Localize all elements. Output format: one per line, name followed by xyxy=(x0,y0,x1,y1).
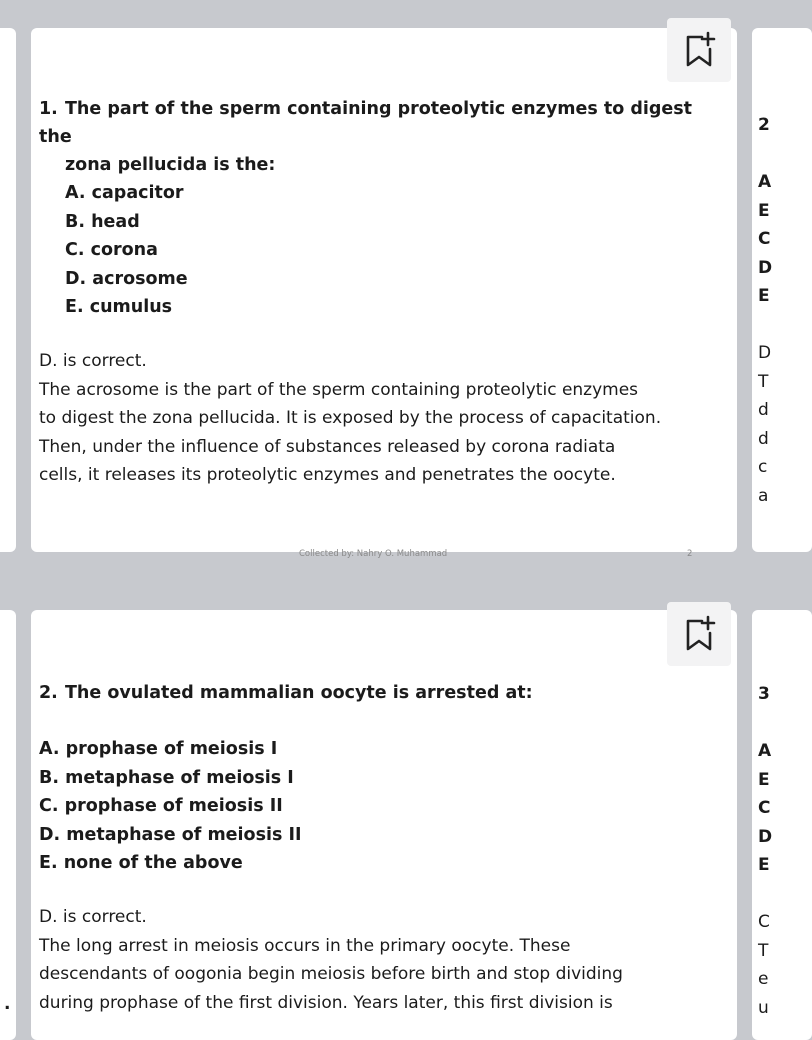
option-e[interactable]: E. none of the above xyxy=(39,853,243,873)
next-card-edge-text: 3 A E C D E C T e u xyxy=(758,684,773,1018)
next-card-edge-text: 2 A E C D E D T d d c a xyxy=(758,115,773,506)
answer-explanation: D. is correct. The acrosome is the part of the sperm containing proteolytic enzymes to digest the zona pellucida. It is exposed by the process of capacitation. Then, under the influence of substances released by corona radiata cells, it releases its proteolytic enzymes and penetrates the oocyte. xyxy=(39,347,734,490)
option-d[interactable]: D. acrosome xyxy=(65,268,188,289)
option-d[interactable]: D. metaphase of meiosis II xyxy=(39,824,302,845)
question-text: 2. The ovulated mammalian oocyte is arrested at: xyxy=(39,679,729,707)
bookmark-button[interactable] xyxy=(667,602,731,666)
question-number: 1. xyxy=(39,99,58,119)
option-e[interactable]: E. cumulus xyxy=(65,297,173,317)
left-edge-text: . xyxy=(4,994,11,1014)
question-number: 2. xyxy=(39,683,58,703)
answer-explanation: D. is correct. The long arrest in meiosis occurs in the primary oocyte. These descendants of oogonia begin meiosis before birth and stop dividing during prophase of the first division. Years later, this first division is xyxy=(39,903,734,1017)
bookmark-add-icon xyxy=(684,31,714,69)
answer-verdict: D. is correct. xyxy=(39,907,147,927)
option-c[interactable]: C. prophase of meiosis II xyxy=(39,796,283,816)
options-list xyxy=(65,179,188,322)
footer-credit: Collected by: Nahry O. Muhammad xyxy=(299,549,448,559)
previous-card-edge-2 xyxy=(0,610,16,1040)
option-a[interactable]: A. prophase of meiosis I xyxy=(39,739,278,759)
previous-card-edge xyxy=(0,28,16,552)
options-list xyxy=(39,735,302,878)
question-card-1 xyxy=(31,28,737,559)
footer-page-number: 2 xyxy=(687,549,693,559)
next-card-edge-1 xyxy=(752,28,812,552)
option-b[interactable]: B. metaphase of meiosis I xyxy=(39,767,294,788)
bookmark-add-icon xyxy=(684,615,714,653)
bookmark-button[interactable] xyxy=(667,18,731,82)
question-text: 1. The part of the sperm containing proteolytic enzymes to digest the zona pellucida is the: xyxy=(39,95,729,179)
option-c[interactable]: C. corona xyxy=(65,240,158,260)
question-card-2 xyxy=(31,610,737,1040)
next-card-edge-2 xyxy=(752,610,812,1040)
option-b[interactable]: B. head xyxy=(65,211,140,232)
option-a[interactable]: A. capacitor xyxy=(65,183,184,203)
answer-verdict: D. is correct. xyxy=(39,351,147,371)
